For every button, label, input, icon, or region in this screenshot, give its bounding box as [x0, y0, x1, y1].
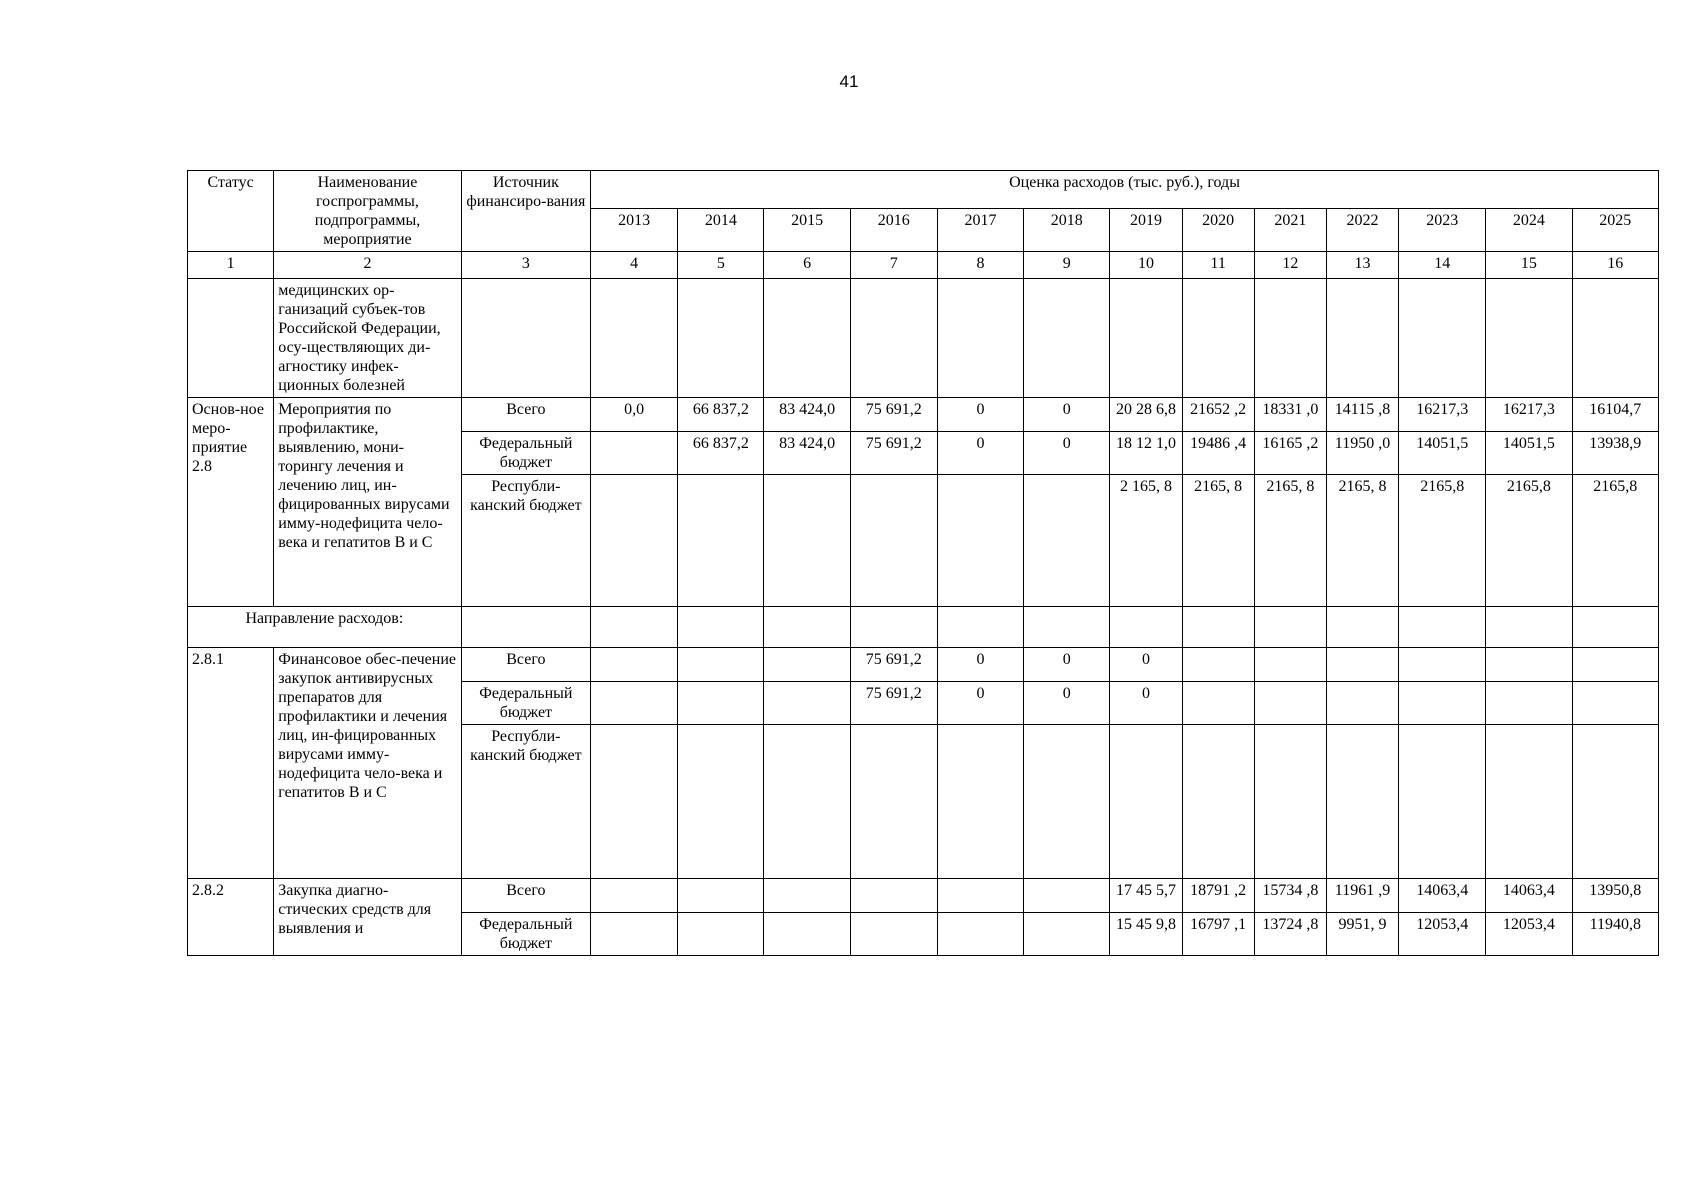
value-cell: 16797 ,1 — [1182, 913, 1254, 956]
value-cell: 14063,4 — [1486, 879, 1572, 913]
value-cell: 0,0 — [591, 398, 678, 432]
value-cell: 0 — [1024, 682, 1110, 725]
column-index: 10 — [1110, 252, 1182, 279]
value-cell — [1182, 682, 1254, 725]
value-cell: 0 — [937, 398, 1023, 432]
value-cell — [764, 879, 850, 913]
value-cell: 14063,4 — [1399, 879, 1486, 913]
column-index: 3 — [461, 252, 590, 279]
value-cell: 16165 ,2 — [1254, 432, 1326, 475]
value-cell — [591, 648, 678, 682]
value-cell: 11961 ,9 — [1326, 879, 1398, 913]
value-cell: 2165,8 — [1572, 475, 1658, 607]
value-cell: 11950 ,0 — [1326, 432, 1398, 475]
name-cell: Закупка диагно-стических средств для выявления и — [274, 879, 461, 956]
value-cell — [591, 725, 678, 879]
year-header: 2015 — [764, 209, 850, 252]
value-cell — [591, 432, 678, 475]
column-index: 12 — [1254, 252, 1326, 279]
value-cell: 16104,7 — [1572, 398, 1658, 432]
value-cell — [850, 475, 937, 607]
value-cell — [1110, 725, 1182, 879]
value-cell — [1399, 682, 1486, 725]
year-header: 2014 — [678, 209, 764, 252]
value-cell — [1254, 648, 1326, 682]
source-cell: Всего — [461, 879, 590, 913]
value-cell: 18791 ,2 — [1182, 879, 1254, 913]
value-cell: 2165, 8 — [1326, 475, 1398, 607]
value-cell: 16217,3 — [1486, 398, 1572, 432]
year-header: 2024 — [1486, 209, 1572, 252]
expenditure-table — [187, 170, 1659, 956]
value-cell: 14051,5 — [1486, 432, 1572, 475]
value-cell — [1326, 725, 1398, 879]
value-cell: 13724 ,8 — [1254, 913, 1326, 956]
column-index: 13 — [1326, 252, 1398, 279]
value-cell: 9951, 9 — [1326, 913, 1398, 956]
status-cell: 2.8.1 — [188, 648, 274, 879]
value-cell — [1399, 725, 1486, 879]
value-cell: 0 — [937, 432, 1023, 475]
value-cell — [591, 879, 678, 913]
value-cell — [1326, 682, 1398, 725]
value-cell — [678, 682, 764, 725]
table-row — [188, 879, 1659, 913]
value-cell — [1486, 725, 1572, 879]
value-cell: 15734 ,8 — [1254, 879, 1326, 913]
status-cell: 2.8.2 — [188, 879, 274, 956]
status-cell: Основ-ное меро-приятие 2.8 — [188, 398, 274, 607]
value-cell: 75 691,2 — [850, 398, 937, 432]
year-header: 2019 — [1110, 209, 1182, 252]
value-cell: 0 — [1024, 432, 1110, 475]
value-cell — [678, 725, 764, 879]
source-cell: Федеральный бюджет — [461, 682, 590, 725]
value-cell — [764, 648, 850, 682]
year-header: 2021 — [1254, 209, 1326, 252]
column-index: 8 — [937, 252, 1023, 279]
value-cell: 21652 ,2 — [1182, 398, 1254, 432]
value-cell: 0 — [1024, 398, 1110, 432]
value-cell: 75 691,2 — [850, 682, 937, 725]
header-estimate: Оценка расходов (тыс. руб.), годы — [591, 171, 1659, 209]
source-cell: Республи-канский бюджет — [461, 475, 590, 607]
column-index: 6 — [764, 252, 850, 279]
value-cell: 16217,3 — [1399, 398, 1486, 432]
value-cell — [1182, 725, 1254, 879]
column-index: 11 — [1182, 252, 1254, 279]
year-header: 2022 — [1326, 209, 1398, 252]
value-cell — [764, 913, 850, 956]
value-cell — [850, 725, 937, 879]
table-row — [188, 648, 1659, 682]
value-cell — [678, 913, 764, 956]
value-cell — [1486, 682, 1572, 725]
column-index: 9 — [1024, 252, 1110, 279]
header-name: Наименование госпрограммы, подпрограммы, мероприятие — [274, 171, 461, 252]
value-cell — [850, 913, 937, 956]
value-cell: 20 28 6,8 — [1110, 398, 1182, 432]
value-cell: 19486 ,4 — [1182, 432, 1254, 475]
value-cell: 0 — [937, 648, 1023, 682]
header-status: Статус — [188, 171, 274, 252]
value-cell — [764, 682, 850, 725]
status-cell — [188, 279, 274, 398]
year-header: 2018 — [1024, 209, 1110, 252]
value-cell — [937, 913, 1023, 956]
value-cell — [1024, 725, 1110, 879]
value-cell — [764, 475, 850, 607]
column-index: 2 — [274, 252, 461, 279]
value-cell: 17 45 5,7 — [1110, 879, 1182, 913]
value-cell: 0 — [1110, 648, 1182, 682]
page-number: 41 — [839, 72, 859, 91]
source-cell: Всего — [461, 398, 590, 432]
value-cell — [1572, 682, 1658, 725]
value-cell — [937, 475, 1023, 607]
value-cell: 18 12 1,0 — [1110, 432, 1182, 475]
source-cell — [461, 279, 590, 398]
column-index: 15 — [1486, 252, 1572, 279]
source-cell: Республи-канский бюджет — [461, 725, 590, 879]
year-header: 2017 — [937, 209, 1023, 252]
value-cell: 2165,8 — [1486, 475, 1572, 607]
value-cell — [1572, 725, 1658, 879]
value-cell: 83 424,0 — [764, 432, 850, 475]
value-cell: 0 — [1024, 648, 1110, 682]
value-cell: 13938,9 — [1572, 432, 1658, 475]
direction-label: Направление расходов: — [188, 607, 462, 648]
value-cell — [1024, 913, 1110, 956]
value-cell: 0 — [1110, 682, 1182, 725]
value-cell — [591, 475, 678, 607]
name-cell: Мероприятия по профилактике, выявлению, мони-торингу лечения и лечению лиц, ин-фицированных вирусами имму-нодефицита чело-века и гепатитов В и С — [274, 398, 461, 607]
value-cell: 2165, 8 — [1182, 475, 1254, 607]
value-cell — [764, 725, 850, 879]
value-cell: 2165, 8 — [1254, 475, 1326, 607]
column-index: 14 — [1399, 252, 1486, 279]
value-cell — [678, 475, 764, 607]
source-cell: Федеральный бюджет — [461, 913, 590, 956]
value-cell — [1326, 648, 1398, 682]
column-index: 7 — [850, 252, 937, 279]
year-header: 2023 — [1399, 209, 1486, 252]
year-header: 2013 — [591, 209, 678, 252]
source-cell: Федеральный бюджет — [461, 432, 590, 475]
value-cell — [591, 682, 678, 725]
source-cell: Всего — [461, 648, 590, 682]
value-cell: 2165,8 — [1399, 475, 1486, 607]
name-cell: Финансовое обес-печение закупок антивирусных препаратов для профилактики и лечения лиц, ин-фицированных вирусами имму-нодефицита чело-века и гепатитов В и С — [274, 648, 461, 879]
value-cell: 11940,8 — [1572, 913, 1658, 956]
value-cell: 14051,5 — [1399, 432, 1486, 475]
value-cell — [591, 913, 678, 956]
value-cell: 83 424,0 — [764, 398, 850, 432]
value-cell — [937, 879, 1023, 913]
value-cell: 66 837,2 — [678, 398, 764, 432]
value-cell — [678, 648, 764, 682]
column-index: 16 — [1572, 252, 1658, 279]
column-index: 5 — [678, 252, 764, 279]
name-cell: медицинских ор-ганизаций субъек-тов Российской Федерации, осу-ществляющих ди-агностику инфек-ционных болезней — [274, 279, 461, 398]
column-index: 4 — [591, 252, 678, 279]
value-cell: 75 691,2 — [850, 432, 937, 475]
value-cell: 12053,4 — [1486, 913, 1572, 956]
value-cell — [937, 725, 1023, 879]
value-cell: 13950,8 — [1572, 879, 1658, 913]
header-source: Источник финансиро-вания — [461, 171, 590, 252]
year-header: 2020 — [1182, 209, 1254, 252]
table-row — [188, 398, 1659, 432]
value-cell — [1486, 648, 1572, 682]
column-index: 1 — [188, 252, 274, 279]
value-cell: 14115 ,8 — [1326, 398, 1398, 432]
value-cell — [850, 879, 937, 913]
value-cell — [1182, 648, 1254, 682]
value-cell — [678, 879, 764, 913]
value-cell — [1572, 648, 1658, 682]
value-cell: 0 — [937, 682, 1023, 725]
value-cell: 12053,4 — [1399, 913, 1486, 956]
value-cell: 18331 ,0 — [1254, 398, 1326, 432]
value-cell — [1254, 725, 1326, 879]
value-cell — [1024, 879, 1110, 913]
year-header: 2025 — [1572, 209, 1658, 252]
value-cell: 2 165, 8 — [1110, 475, 1182, 607]
value-cell: 66 837,2 — [678, 432, 764, 475]
value-cell — [1399, 648, 1486, 682]
value-cell — [1254, 682, 1326, 725]
value-cell: 75 691,2 — [850, 648, 937, 682]
value-cell — [1024, 475, 1110, 607]
year-header: 2016 — [850, 209, 937, 252]
value-cell: 15 45 9,8 — [1110, 913, 1182, 956]
